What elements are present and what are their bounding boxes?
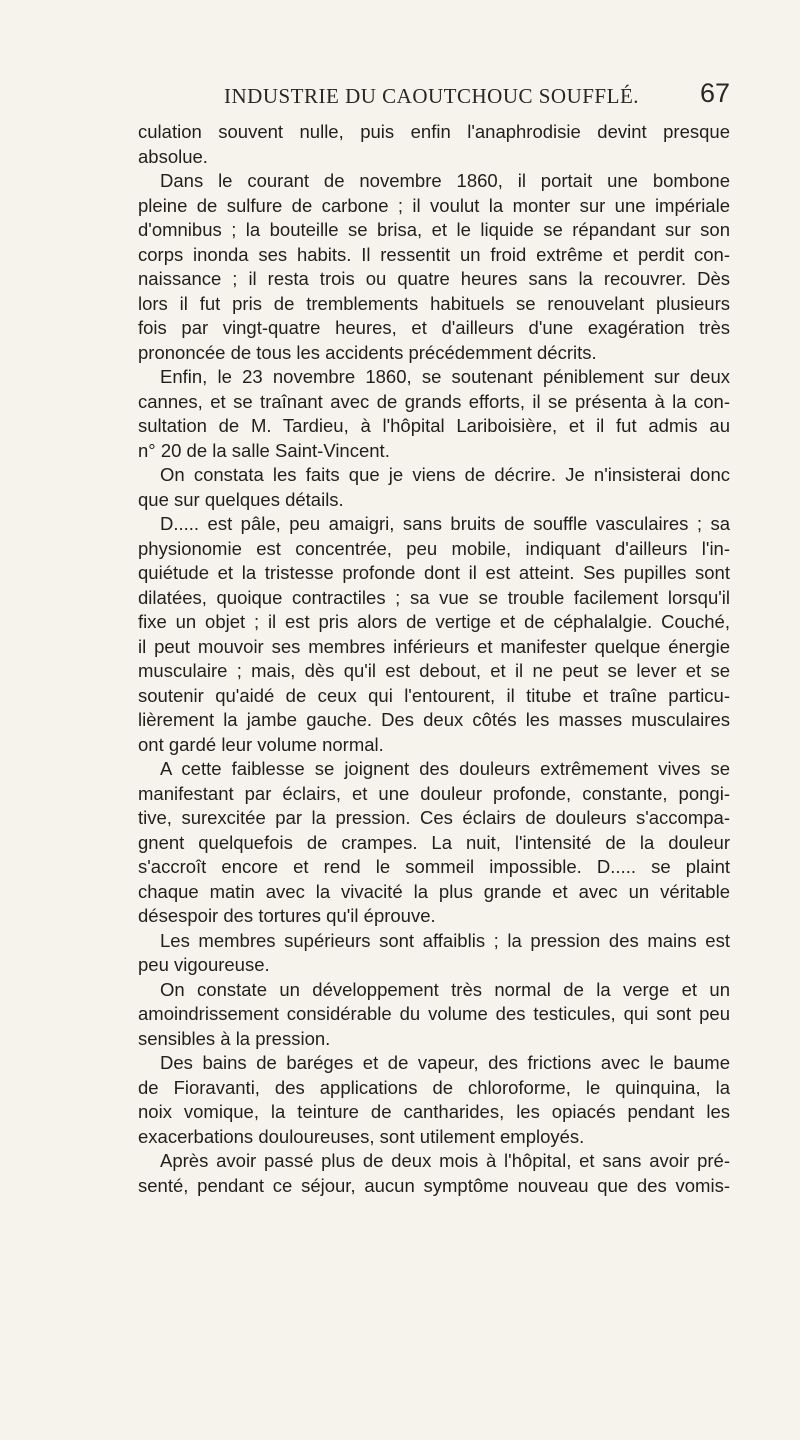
text-line: il peut mouvoir ses membres inférieurs et manifester quelque énergie xyxy=(138,635,730,657)
text-line: cannes, et se traînant avec de grands efforts, il se présenta à la con- xyxy=(138,390,730,412)
text-line: Dans le courant de novembre 1860, il portait une bombone xyxy=(160,170,730,191)
text-line: lièrement la jambe gauche. Des deux côtés les masses musculaires xyxy=(138,709,730,730)
text-line: amoindrissement considérable du volume des testicules, qui sont peu xyxy=(138,1003,730,1024)
text-line: manifestant par éclairs, et une douleur profonde, constante, pongi- xyxy=(138,782,730,804)
page-header xyxy=(0,78,800,114)
text-line: prononcée de tous les accidents précédemment décrits. xyxy=(138,341,597,363)
text-line: soutenir qu'aidé de ceux qui l'entourent, il titube et traîne particu- xyxy=(138,684,730,706)
page-number: 67 xyxy=(700,78,731,108)
text-line: que sur quelques détails. xyxy=(138,488,344,510)
text-line: naissance ; il resta trois ou quatre heures sans la recouvrer. Dès xyxy=(138,268,730,289)
text-line: tive, surexcitée par la pression. Ces éclairs de douleurs s'accompa- xyxy=(138,807,730,828)
text-line: absolue. xyxy=(138,145,208,167)
text-line: sultation de M. Tardieu, à l'hôpital Lariboisière, et il fut admis au xyxy=(138,415,730,436)
text-line: fixe un objet ; il est pris alors de vertige et de céphalalgie. Couché, xyxy=(138,611,730,632)
text-line: Enfin, le 23 novembre 1860, se soutenant péniblement sur deux xyxy=(160,366,730,387)
text-line: physionomie est concentrée, peu mobile, indiquant d'ailleurs l'in- xyxy=(138,537,730,559)
text-line: D..... est pâle, peu amaigri, sans bruits de souffle vasculaires ; sa xyxy=(160,513,730,534)
text-line: Les membres supérieurs sont affaiblis ; la pression des mains est xyxy=(160,929,730,951)
text-line: ont gardé leur volume normal. xyxy=(138,733,384,755)
text-line: lors il fut pris de tremblements habituels se renouvelant plusieurs xyxy=(138,292,730,314)
text-line: de Fioravanti, des applications de chloroforme, le quinquina, la xyxy=(138,1076,730,1098)
text-line: On constate un développement très normal de la verge et un xyxy=(160,978,730,1000)
text-line: senté, pendant ce séjour, aucun symptôme nouveau que des vomis- xyxy=(138,1174,730,1196)
text-line: quiétude et la tristesse profonde dont il est atteint. Ses pupilles sont xyxy=(138,562,730,583)
text-line: peu vigoureuse. xyxy=(138,954,270,975)
text-line: gnent quelquefois de crampes. La nuit, l'intensité de la douleur xyxy=(138,831,730,853)
text-line: pleine de sulfure de carbone ; il voulut la monter sur une impériale xyxy=(138,194,730,216)
text-line: n° 20 de la salle Saint-Vincent. xyxy=(138,439,390,461)
text-line: fois par vingt-quatre heures, et d'ailleurs d'une exagération très xyxy=(138,317,730,338)
text-line: dilatées, quoique contractiles ; sa vue se trouble facilement lorsqu'il xyxy=(138,586,730,608)
text-line: musculaire ; mais, dès qu'il est debout, et il ne peut se lever et se xyxy=(138,660,730,681)
text-line: sensibles à la pression. xyxy=(138,1027,331,1049)
text-line: désespoir des tortures qu'il éprouve. xyxy=(138,905,436,926)
text-line: d'omnibus ; la bouteille se brisa, et le liquide se répandant sur son xyxy=(138,219,730,240)
running-title: INDUSTRIE DU CAOUTCHOUC SOUFFLÉ. xyxy=(224,84,640,108)
text-line: Après avoir passé plus de deux mois à l'hôpital, et sans avoir pré- xyxy=(160,1150,730,1171)
text-line: culation souvent nulle, puis enfin l'anaphrodisie devint presque xyxy=(138,121,730,142)
body-text xyxy=(138,120,730,1198)
text-line: corps inonda ses habits. Il ressentit un froid extrême et perdit con- xyxy=(138,243,730,265)
text-line: noix vomique, la teinture de cantharides, les opiacés pendant les xyxy=(138,1101,730,1122)
text-line: On constata les faits que je viens de décrire. Je n'insisterai donc xyxy=(160,464,730,485)
text-line: s'accroît encore et rend le sommeil impossible. D..... se plaint xyxy=(138,856,730,877)
text-line: chaque matin avec la vivacité la plus grande et avec un véritable xyxy=(138,880,730,902)
text-line: Des bains de baréges et de vapeur, des frictions avec le baume xyxy=(160,1052,730,1073)
text-line: exacerbations douloureuses, sont utilement employés. xyxy=(138,1125,585,1147)
text-line: A cette faiblesse se joignent des douleurs extrêmement vives se xyxy=(160,758,730,779)
